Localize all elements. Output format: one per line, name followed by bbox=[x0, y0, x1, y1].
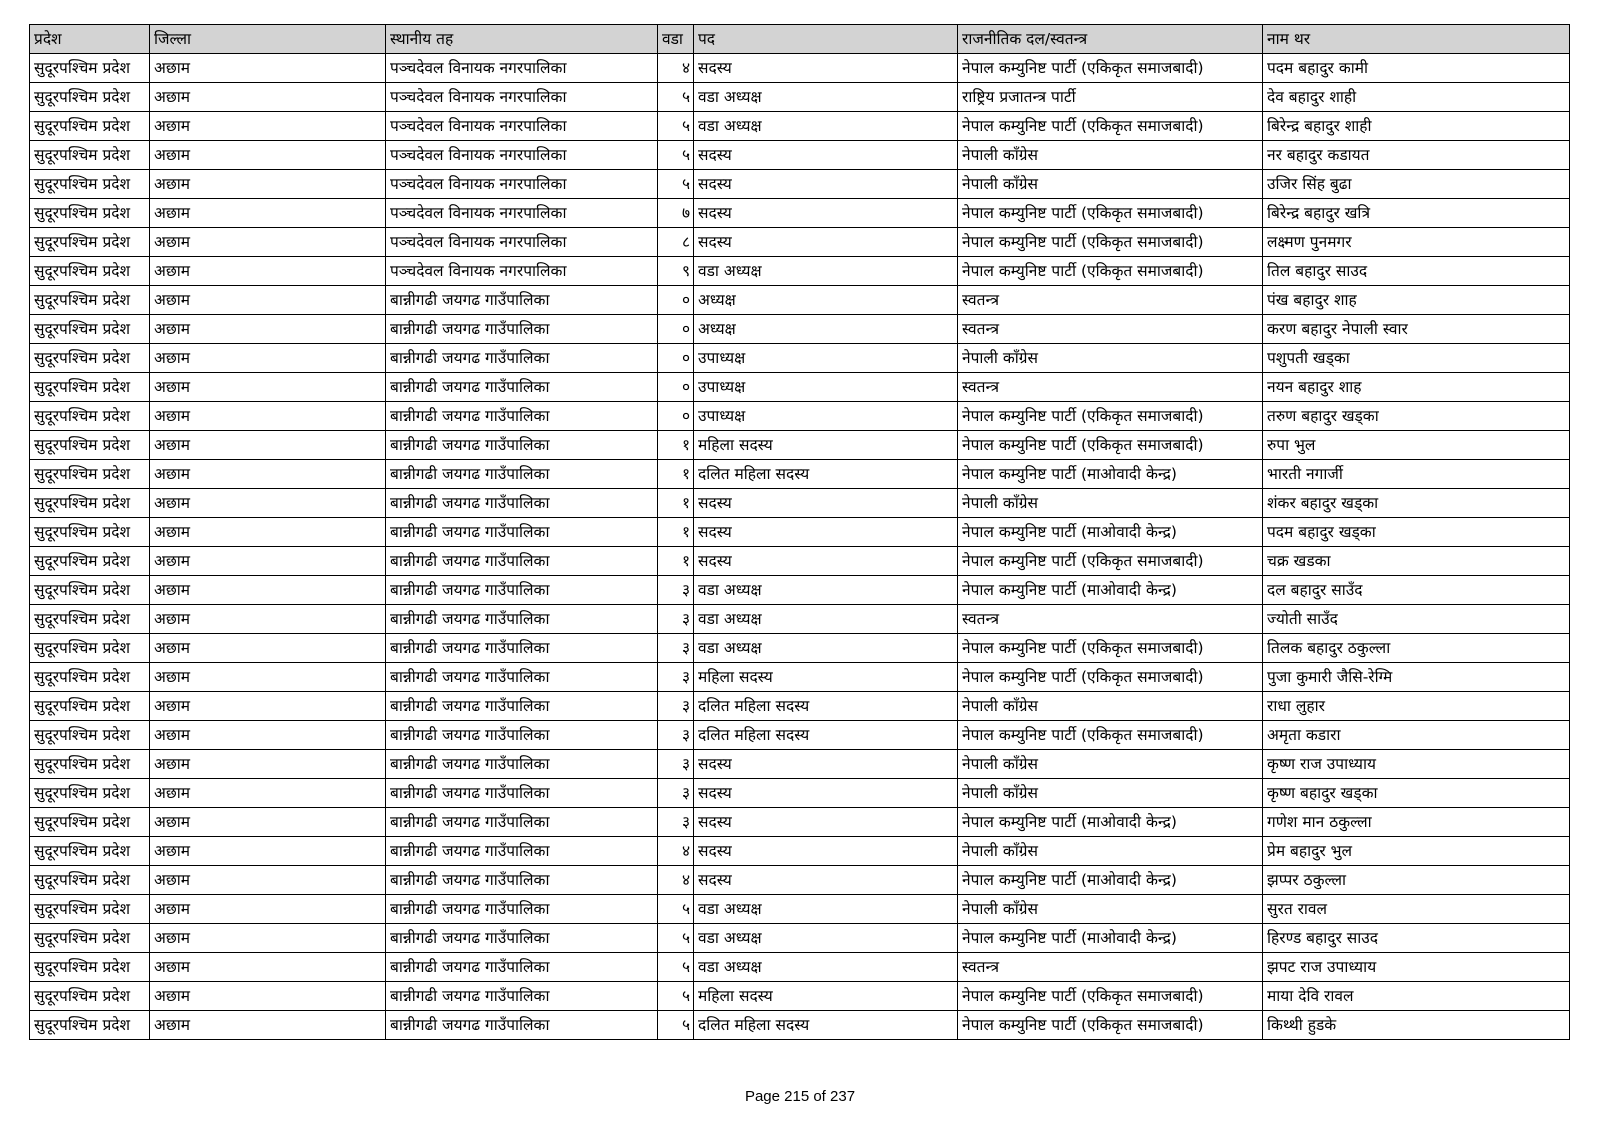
district-cell: अछाम bbox=[150, 924, 386, 953]
province-cell: सुदूरपश्चिम प्रदेश bbox=[30, 373, 150, 402]
local-level-cell: पञ्चदेवल विनायक नगरपालिका bbox=[386, 199, 658, 228]
position-cell: सदस्य bbox=[694, 54, 958, 83]
table-row bbox=[30, 257, 1570, 286]
position-cell: सदस्य bbox=[694, 228, 958, 257]
district-cell: अछाम bbox=[150, 199, 386, 228]
local-level-cell: पञ्चदेवल विनायक नगरपालिका bbox=[386, 83, 658, 112]
name-cell: देव बहादुर शाही bbox=[1263, 83, 1570, 112]
local-level-cell: बान्नीगढी जयगढ गाउँपालिका bbox=[386, 286, 658, 315]
ward-cell: १ bbox=[658, 431, 694, 460]
ward-cell: ३ bbox=[658, 605, 694, 634]
table-row bbox=[30, 518, 1570, 547]
local-level-cell: बान्नीगढी जयगढ गाउँपालिका bbox=[386, 866, 658, 895]
district-cell: अछाम bbox=[150, 634, 386, 663]
header-local-level: स्थानीय तह bbox=[386, 25, 658, 54]
name-cell: पंख बहादुर शाह bbox=[1263, 286, 1570, 315]
table-row bbox=[30, 141, 1570, 170]
table-row bbox=[30, 692, 1570, 721]
table-row bbox=[30, 1011, 1570, 1040]
district-cell: अछाम bbox=[150, 315, 386, 344]
position-cell: महिला सदस्य bbox=[694, 982, 958, 1011]
table-row bbox=[30, 779, 1570, 808]
position-cell: वडा अध्यक्ष bbox=[694, 895, 958, 924]
position-cell: अध्यक्ष bbox=[694, 286, 958, 315]
party-cell: नेपाली काँग्रेस bbox=[958, 489, 1263, 518]
position-cell: सदस्य bbox=[694, 170, 958, 199]
table-row bbox=[30, 489, 1570, 518]
position-cell: महिला सदस्य bbox=[694, 431, 958, 460]
name-cell: ज्योती साउँद bbox=[1263, 605, 1570, 634]
province-cell: सुदूरपश्चिम प्रदेश bbox=[30, 837, 150, 866]
local-level-cell: बान्नीगढी जयगढ गाउँपालिका bbox=[386, 402, 658, 431]
party-cell: नेपाली काँग्रेस bbox=[958, 750, 1263, 779]
province-cell: सुदूरपश्चिम प्रदेश bbox=[30, 315, 150, 344]
province-cell: सुदूरपश्चिम प्रदेश bbox=[30, 634, 150, 663]
table-row bbox=[30, 547, 1570, 576]
position-cell: सदस्य bbox=[694, 518, 958, 547]
position-cell: वडा अध्यक्ष bbox=[694, 576, 958, 605]
position-cell: दलित महिला सदस्य bbox=[694, 1011, 958, 1040]
party-cell: नेपाली काँग्रेस bbox=[958, 895, 1263, 924]
province-cell: सुदूरपश्चिम प्रदेश bbox=[30, 431, 150, 460]
province-cell: सुदूरपश्चिम प्रदेश bbox=[30, 750, 150, 779]
district-cell: अछाम bbox=[150, 692, 386, 721]
name-cell: कृष्ण राज उपाध्याय bbox=[1263, 750, 1570, 779]
table-row bbox=[30, 170, 1570, 199]
ward-cell: ० bbox=[658, 286, 694, 315]
page-number: Page 215 of 237 bbox=[744, 1088, 856, 1105]
position-cell: अध्यक्ष bbox=[694, 315, 958, 344]
name-cell: सुरत रावल bbox=[1263, 895, 1570, 924]
ward-cell: ४ bbox=[658, 866, 694, 895]
table-row bbox=[30, 895, 1570, 924]
ward-cell: ५ bbox=[658, 83, 694, 112]
province-cell: सुदूरपश्चिम प्रदेश bbox=[30, 170, 150, 199]
local-level-cell: बान्नीगढी जयगढ गाउँपालिका bbox=[386, 547, 658, 576]
header-district: जिल्ला bbox=[150, 25, 386, 54]
party-cell: नेपाल कम्युनिष्ट पार्टी (एकिकृत समाजबादी) bbox=[958, 228, 1263, 257]
local-level-cell: बान्नीगढी जयगढ गाउँपालिका bbox=[386, 518, 658, 547]
district-cell: अछाम bbox=[150, 779, 386, 808]
district-cell: अछाम bbox=[150, 518, 386, 547]
province-cell: सुदूरपश्चिम प्रदेश bbox=[30, 866, 150, 895]
ward-cell: ५ bbox=[658, 953, 694, 982]
name-cell: चक्र खडका bbox=[1263, 547, 1570, 576]
party-cell: नेपाल कम्युनिष्ट पार्टी (माओवादी केन्द्र) bbox=[958, 576, 1263, 605]
ward-cell: ५ bbox=[658, 141, 694, 170]
local-level-cell: बान्नीगढी जयगढ गाउँपालिका bbox=[386, 344, 658, 373]
district-cell: अछाम bbox=[150, 663, 386, 692]
ward-cell: ३ bbox=[658, 663, 694, 692]
name-cell: हिरण्ड बहादुर साउद bbox=[1263, 924, 1570, 953]
ward-cell: ५ bbox=[658, 924, 694, 953]
position-cell: सदस्य bbox=[694, 141, 958, 170]
district-cell: अछाम bbox=[150, 373, 386, 402]
local-level-cell: बान्नीगढी जयगढ गाउँपालिका bbox=[386, 953, 658, 982]
local-level-cell: बान्नीगढी जयगढ गाउँपालिका bbox=[386, 315, 658, 344]
position-cell: सदस्य bbox=[694, 489, 958, 518]
district-cell: अछाम bbox=[150, 866, 386, 895]
name-cell: झपट राज उपाध्याय bbox=[1263, 953, 1570, 982]
position-cell: वडा अध्यक्ष bbox=[694, 257, 958, 286]
local-level-cell: पञ्चदेवल विनायक नगरपालिका bbox=[386, 228, 658, 257]
position-cell: महिला सदस्य bbox=[694, 663, 958, 692]
name-cell: माया देवि रावल bbox=[1263, 982, 1570, 1011]
party-cell: नेपाल कम्युनिष्ट पार्टी (माओवादी केन्द्र) bbox=[958, 924, 1263, 953]
district-cell: अछाम bbox=[150, 895, 386, 924]
ward-cell: ३ bbox=[658, 692, 694, 721]
district-cell: अछाम bbox=[150, 460, 386, 489]
local-level-cell: बान्नीगढी जयगढ गाउँपालिका bbox=[386, 605, 658, 634]
ward-cell: ३ bbox=[658, 721, 694, 750]
local-level-cell: बान्नीगढी जयगढ गाउँपालिका bbox=[386, 489, 658, 518]
party-cell: स्वतन्त्र bbox=[958, 953, 1263, 982]
position-cell: वडा अध्यक्ष bbox=[694, 924, 958, 953]
header-name: नाम थर bbox=[1263, 25, 1570, 54]
party-cell: नेपाल कम्युनिष्ट पार्टी (एकिकृत समाजबादी) bbox=[958, 721, 1263, 750]
table-body bbox=[30, 54, 1570, 1040]
district-cell: अछाम bbox=[150, 837, 386, 866]
party-cell: नेपाल कम्युनिष्ट पार्टी (एकिकृत समाजबादी) bbox=[958, 112, 1263, 141]
province-cell: सुदूरपश्चिम प्रदेश bbox=[30, 286, 150, 315]
party-cell: नेपाल कम्युनिष्ट पार्टी (एकिकृत समाजबादी) bbox=[958, 402, 1263, 431]
local-level-cell: बान्नीगढी जयगढ गाउँपालिका bbox=[386, 721, 658, 750]
party-cell: नेपाल कम्युनिष्ट पार्टी (एकिकृत समाजबादी) bbox=[958, 634, 1263, 663]
table-row bbox=[30, 373, 1570, 402]
table-row bbox=[30, 605, 1570, 634]
table-row bbox=[30, 721, 1570, 750]
name-cell: लक्ष्मण पुनमगर bbox=[1263, 228, 1570, 257]
province-cell: सुदूरपश्चिम प्रदेश bbox=[30, 895, 150, 924]
ward-cell: ५ bbox=[658, 112, 694, 141]
name-cell: करण बहादुर नेपाली स्वार bbox=[1263, 315, 1570, 344]
position-cell: दलित महिला सदस्य bbox=[694, 721, 958, 750]
party-cell: नेपाली काँग्रेस bbox=[958, 141, 1263, 170]
district-cell: अछाम bbox=[150, 83, 386, 112]
position-cell: दलित महिला सदस्य bbox=[694, 692, 958, 721]
party-cell: स्वतन्त्र bbox=[958, 373, 1263, 402]
local-level-cell: पञ्चदेवल विनायक नगरपालिका bbox=[386, 257, 658, 286]
position-cell: सदस्य bbox=[694, 750, 958, 779]
province-cell: सुदूरपश्चिम प्रदेश bbox=[30, 924, 150, 953]
position-cell: वडा अध्यक्ष bbox=[694, 83, 958, 112]
name-cell: किथ्थी हुडके bbox=[1263, 1011, 1570, 1040]
table-row bbox=[30, 286, 1570, 315]
position-cell: उपाध्यक्ष bbox=[694, 402, 958, 431]
table-row bbox=[30, 199, 1570, 228]
ward-cell: १ bbox=[658, 547, 694, 576]
ward-cell: ३ bbox=[658, 808, 694, 837]
district-cell: अछाम bbox=[150, 228, 386, 257]
table-row bbox=[30, 315, 1570, 344]
party-cell: नेपाल कम्युनिष्ट पार्टी (एकिकृत समाजबादी) bbox=[958, 547, 1263, 576]
name-cell: पशुपती खड्का bbox=[1263, 344, 1570, 373]
table-row bbox=[30, 402, 1570, 431]
local-level-cell: बान्नीगढी जयगढ गाउँपालिका bbox=[386, 808, 658, 837]
province-cell: सुदूरपश्चिम प्रदेश bbox=[30, 1011, 150, 1040]
province-cell: सुदूरपश्चिम प्रदेश bbox=[30, 692, 150, 721]
province-cell: सुदूरपश्चिम प्रदेश bbox=[30, 83, 150, 112]
position-cell: सदस्य bbox=[694, 779, 958, 808]
table-row bbox=[30, 808, 1570, 837]
position-cell: सदस्य bbox=[694, 547, 958, 576]
party-cell: स्वतन्त्र bbox=[958, 605, 1263, 634]
table-row bbox=[30, 750, 1570, 779]
table-row bbox=[30, 924, 1570, 953]
district-cell: अछाम bbox=[150, 257, 386, 286]
province-cell: सुदूरपश्चिम प्रदेश bbox=[30, 257, 150, 286]
party-cell: नेपाल कम्युनिष्ट पार्टी (एकिकृत समाजबादी) bbox=[958, 199, 1263, 228]
ward-cell: ३ bbox=[658, 779, 694, 808]
local-level-cell: बान्नीगढी जयगढ गाउँपालिका bbox=[386, 779, 658, 808]
table-row bbox=[30, 953, 1570, 982]
province-cell: सुदूरपश्चिम प्रदेश bbox=[30, 518, 150, 547]
district-cell: अछाम bbox=[150, 982, 386, 1011]
name-cell: प्रेम बहादुर भुल bbox=[1263, 837, 1570, 866]
ward-cell: ३ bbox=[658, 750, 694, 779]
province-cell: सुदूरपश्चिम प्रदेश bbox=[30, 953, 150, 982]
district-cell: अछाम bbox=[150, 953, 386, 982]
name-cell: तरुण बहादुर खड्का bbox=[1263, 402, 1570, 431]
table-row bbox=[30, 460, 1570, 489]
ward-cell: ७ bbox=[658, 199, 694, 228]
name-cell: अमृता कडारा bbox=[1263, 721, 1570, 750]
local-level-cell: बान्नीगढी जयगढ गाउँपालिका bbox=[386, 692, 658, 721]
party-cell: नेपाल कम्युनिष्ट पार्टी (एकिकृत समाजबादी) bbox=[958, 54, 1263, 83]
district-cell: अछाम bbox=[150, 170, 386, 199]
name-cell: शंकर बहादुर खड्का bbox=[1263, 489, 1570, 518]
district-cell: अछाम bbox=[150, 605, 386, 634]
district-cell: अछाम bbox=[150, 54, 386, 83]
local-level-cell: बान्नीगढी जयगढ गाउँपालिका bbox=[386, 634, 658, 663]
local-level-cell: पञ्चदेवल विनायक नगरपालिका bbox=[386, 54, 658, 83]
party-cell: नेपाल कम्युनिष्ट पार्टी (एकिकृत समाजबादी) bbox=[958, 982, 1263, 1011]
name-cell: राधा लुहार bbox=[1263, 692, 1570, 721]
name-cell: तिलक बहादुर ठकुल्ला bbox=[1263, 634, 1570, 663]
position-cell: उपाध्यक्ष bbox=[694, 344, 958, 373]
district-cell: अछाम bbox=[150, 431, 386, 460]
province-cell: सुदूरपश्चिम प्रदेश bbox=[30, 808, 150, 837]
ward-cell: ४ bbox=[658, 54, 694, 83]
province-cell: सुदूरपश्चिम प्रदेश bbox=[30, 663, 150, 692]
header-row bbox=[30, 25, 1570, 54]
name-cell: रुपा भुल bbox=[1263, 431, 1570, 460]
position-cell: वडा अध्यक्ष bbox=[694, 634, 958, 663]
party-cell: नेपाली काँग्रेस bbox=[958, 170, 1263, 199]
table-row bbox=[30, 228, 1570, 257]
local-level-cell: पञ्चदेवल विनायक नगरपालिका bbox=[386, 170, 658, 199]
local-level-cell: बान्नीगढी जयगढ गाउँपालिका bbox=[386, 431, 658, 460]
district-cell: अछाम bbox=[150, 547, 386, 576]
header-ward: वडा bbox=[658, 25, 694, 54]
province-cell: सुदूरपश्चिम प्रदेश bbox=[30, 605, 150, 634]
district-cell: अछाम bbox=[150, 141, 386, 170]
party-cell: नेपाल कम्युनिष्ट पार्टी (माओवादी केन्द्र) bbox=[958, 808, 1263, 837]
party-cell: नेपाल कम्युनिष्ट पार्टी (एकिकृत समाजबादी) bbox=[958, 257, 1263, 286]
table-row bbox=[30, 663, 1570, 692]
district-cell: अछाम bbox=[150, 808, 386, 837]
province-cell: सुदूरपश्चिम प्रदेश bbox=[30, 721, 150, 750]
ward-cell: १ bbox=[658, 460, 694, 489]
table-row bbox=[30, 634, 1570, 663]
position-cell: वडा अध्यक्ष bbox=[694, 605, 958, 634]
table-row bbox=[30, 431, 1570, 460]
party-cell: नेपाली काँग्रेस bbox=[958, 837, 1263, 866]
ward-cell: ४ bbox=[658, 837, 694, 866]
ward-cell: ० bbox=[658, 344, 694, 373]
party-cell: नेपाल कम्युनिष्ट पार्टी (एकिकृत समाजबादी) bbox=[958, 431, 1263, 460]
position-cell: सदस्य bbox=[694, 866, 958, 895]
table-row bbox=[30, 344, 1570, 373]
position-cell: दलित महिला सदस्य bbox=[694, 460, 958, 489]
party-cell: स्वतन्त्र bbox=[958, 315, 1263, 344]
party-cell: नेपाली काँग्रेस bbox=[958, 692, 1263, 721]
province-cell: सुदूरपश्चिम प्रदेश bbox=[30, 460, 150, 489]
ward-cell: १ bbox=[658, 489, 694, 518]
name-cell: पदम बहादुर कामी bbox=[1263, 54, 1570, 83]
ward-cell: ० bbox=[658, 402, 694, 431]
election-results-table bbox=[29, 24, 1570, 1040]
name-cell: पदम बहादुर खड्का bbox=[1263, 518, 1570, 547]
name-cell: कृष्ण बहादुर खड्का bbox=[1263, 779, 1570, 808]
ward-cell: ५ bbox=[658, 1011, 694, 1040]
local-level-cell: पञ्चदेवल विनायक नगरपालिका bbox=[386, 112, 658, 141]
position-cell: वडा अध्यक्ष bbox=[694, 112, 958, 141]
district-cell: अछाम bbox=[150, 402, 386, 431]
position-cell: सदस्य bbox=[694, 837, 958, 866]
position-cell: वडा अध्यक्ष bbox=[694, 953, 958, 982]
table-row bbox=[30, 112, 1570, 141]
province-cell: सुदूरपश्चिम प्रदेश bbox=[30, 141, 150, 170]
ward-cell: ० bbox=[658, 315, 694, 344]
party-cell: नेपाली काँग्रेस bbox=[958, 779, 1263, 808]
district-cell: अछाम bbox=[150, 721, 386, 750]
position-cell: सदस्य bbox=[694, 199, 958, 228]
header-province: प्रदेश bbox=[30, 25, 150, 54]
party-cell: नेपाल कम्युनिष्ट पार्टी (माओवादी केन्द्र) bbox=[958, 866, 1263, 895]
name-cell: बिरेन्द्र बहादुर खत्रि bbox=[1263, 199, 1570, 228]
local-level-cell: बान्नीगढी जयगढ गाउँपालिका bbox=[386, 837, 658, 866]
district-cell: अछाम bbox=[150, 286, 386, 315]
table-row bbox=[30, 83, 1570, 112]
name-cell: झप्पर ठकुल्ला bbox=[1263, 866, 1570, 895]
local-level-cell: बान्नीगढी जयगढ गाउँपालिका bbox=[386, 663, 658, 692]
district-cell: अछाम bbox=[150, 344, 386, 373]
position-cell: उपाध्यक्ष bbox=[694, 373, 958, 402]
table-row bbox=[30, 866, 1570, 895]
ward-cell: ८ bbox=[658, 228, 694, 257]
party-cell: नेपाल कम्युनिष्ट पार्टी (माओवादी केन्द्र) bbox=[958, 518, 1263, 547]
name-cell: तिल बहादुर साउद bbox=[1263, 257, 1570, 286]
province-cell: सुदूरपश्चिम प्रदेश bbox=[30, 228, 150, 257]
local-level-cell: बान्नीगढी जयगढ गाउँपालिका bbox=[386, 460, 658, 489]
province-cell: सुदूरपश्चिम प्रदेश bbox=[30, 779, 150, 808]
province-cell: सुदूरपश्चिम प्रदेश bbox=[30, 199, 150, 228]
district-cell: अछाम bbox=[150, 112, 386, 141]
party-cell: नेपाल कम्युनिष्ट पार्टी (एकिकृत समाजबादी) bbox=[958, 663, 1263, 692]
ward-cell: ५ bbox=[658, 170, 694, 199]
province-cell: सुदूरपश्चिम प्रदेश bbox=[30, 402, 150, 431]
name-cell: नयन बहादुर शाह bbox=[1263, 373, 1570, 402]
table-row bbox=[30, 54, 1570, 83]
local-level-cell: बान्नीगढी जयगढ गाउँपालिका bbox=[386, 924, 658, 953]
province-cell: सुदूरपश्चिम प्रदेश bbox=[30, 576, 150, 605]
province-cell: सुदूरपश्चिम प्रदेश bbox=[30, 112, 150, 141]
province-cell: सुदूरपश्चिम प्रदेश bbox=[30, 54, 150, 83]
ward-cell: ५ bbox=[658, 895, 694, 924]
local-level-cell: बान्नीगढी जयगढ गाउँपालिका bbox=[386, 895, 658, 924]
local-level-cell: पञ्चदेवल विनायक नगरपालिका bbox=[386, 141, 658, 170]
name-cell: नर बहादुर कडायत bbox=[1263, 141, 1570, 170]
name-cell: दल बहादुर साउँद bbox=[1263, 576, 1570, 605]
local-level-cell: बान्नीगढी जयगढ गाउँपालिका bbox=[386, 982, 658, 1011]
header-party: राजनीतिक दल/स्वतन्त्र bbox=[958, 25, 1263, 54]
party-cell: स्वतन्त्र bbox=[958, 286, 1263, 315]
party-cell: नेपाल कम्युनिष्ट पार्टी (एकिकृत समाजबादी) bbox=[958, 1011, 1263, 1040]
province-cell: सुदूरपश्चिम प्रदेश bbox=[30, 982, 150, 1011]
table-row bbox=[30, 982, 1570, 1011]
local-level-cell: बान्नीगढी जयगढ गाउँपालिका bbox=[386, 373, 658, 402]
party-cell: नेपाली काँग्रेस bbox=[958, 344, 1263, 373]
position-cell: सदस्य bbox=[694, 808, 958, 837]
name-cell: बिरेन्द्र बहादुर शाही bbox=[1263, 112, 1570, 141]
ward-cell: ५ bbox=[658, 982, 694, 1011]
name-cell: पुजा कुमारी जैसि-रेग्मि bbox=[1263, 663, 1570, 692]
district-cell: अछाम bbox=[150, 750, 386, 779]
province-cell: सुदूरपश्चिम प्रदेश bbox=[30, 344, 150, 373]
local-level-cell: बान्नीगढी जयगढ गाउँपालिका bbox=[386, 576, 658, 605]
party-cell: राष्ट्रिय प्रजातन्त्र पार्टी bbox=[958, 83, 1263, 112]
district-cell: अछाम bbox=[150, 1011, 386, 1040]
ward-cell: १ bbox=[658, 518, 694, 547]
table-row bbox=[30, 576, 1570, 605]
header-position: पद bbox=[694, 25, 958, 54]
ward-cell: ९ bbox=[658, 257, 694, 286]
name-cell: गणेश मान ठकुल्ला bbox=[1263, 808, 1570, 837]
district-cell: अछाम bbox=[150, 489, 386, 518]
name-cell: उजिर सिंह बुढा bbox=[1263, 170, 1570, 199]
district-cell: अछाम bbox=[150, 576, 386, 605]
ward-cell: ० bbox=[658, 373, 694, 402]
ward-cell: ३ bbox=[658, 634, 694, 663]
table-row bbox=[30, 837, 1570, 866]
ward-cell: ३ bbox=[658, 576, 694, 605]
local-level-cell: बान्नीगढी जयगढ गाउँपालिका bbox=[386, 750, 658, 779]
party-cell: नेपाल कम्युनिष्ट पार्टी (माओवादी केन्द्र) bbox=[958, 460, 1263, 489]
province-cell: सुदूरपश्चिम प्रदेश bbox=[30, 489, 150, 518]
name-cell: भारती नगार्जी bbox=[1263, 460, 1570, 489]
province-cell: सुदूरपश्चिम प्रदेश bbox=[30, 547, 150, 576]
local-level-cell: बान्नीगढी जयगढ गाउँपालिका bbox=[386, 1011, 658, 1040]
